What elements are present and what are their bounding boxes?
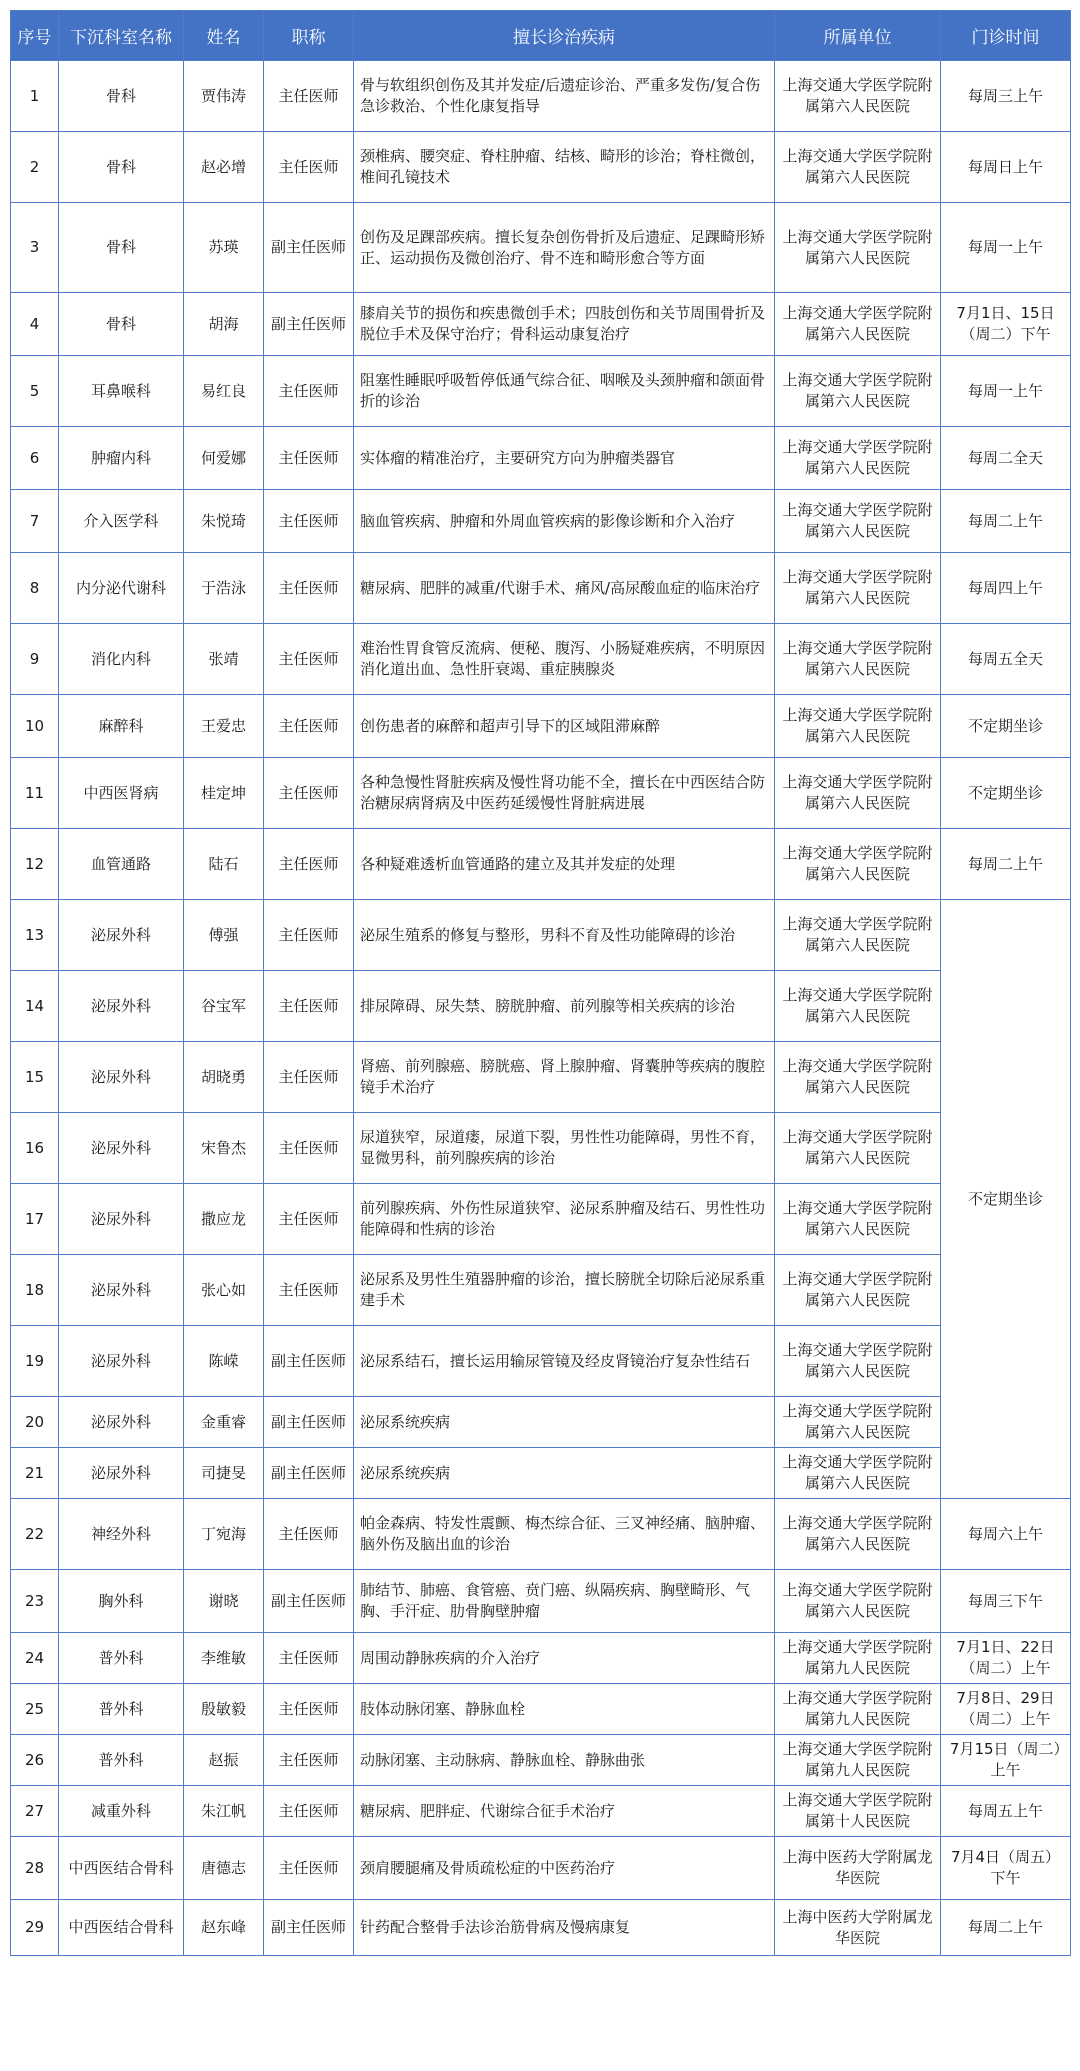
- department-cell: 泌尿外科: [59, 1113, 184, 1184]
- row-number: 22: [11, 1499, 59, 1570]
- row-number: 6: [11, 427, 59, 490]
- specialty-cell: 骨与软组织创伤及其并发症/后遗症诊治、严重多发伤/复合伤急诊救治、个性化康复指导: [354, 61, 775, 132]
- hospital-cell: 上海交通大学医学院附属第六人民医院: [775, 356, 941, 427]
- hospital-cell: 上海交通大学医学院附属第六人民医院: [775, 553, 941, 624]
- job-title-cell: 主任医师: [264, 1184, 354, 1255]
- table-row: [11, 1448, 1071, 1499]
- table-row: [11, 1113, 1071, 1184]
- table-row: [11, 1255, 1071, 1326]
- hospital-cell: 上海交通大学医学院附属第六人民医院: [775, 1042, 941, 1113]
- job-title-cell: 主任医师: [264, 490, 354, 553]
- job-title-cell: 主任医师: [264, 1042, 354, 1113]
- table-row: [11, 758, 1071, 829]
- clinic-time-cell: 7月1日、22日（周二）上午: [941, 1633, 1071, 1684]
- table-row: [11, 490, 1071, 553]
- doctor-name-cell: 贾伟涛: [184, 61, 264, 132]
- job-title-cell: 副主任医师: [264, 1900, 354, 1956]
- hospital-cell: 上海交通大学医学院附属第六人民医院: [775, 61, 941, 132]
- clinic-time-cell: 每周一上午: [941, 203, 1071, 293]
- table-row: [11, 132, 1071, 203]
- row-number: 12: [11, 829, 59, 900]
- doctor-name-cell: 谷宝军: [184, 971, 264, 1042]
- table-row: [11, 829, 1071, 900]
- row-number: 1: [11, 61, 59, 132]
- doctor-table: [10, 10, 1071, 1956]
- row-number: 11: [11, 758, 59, 829]
- doctor-name-cell: 于浩泳: [184, 553, 264, 624]
- job-title-cell: 主任医师: [264, 758, 354, 829]
- hospital-cell: 上海交通大学医学院附属第六人民医院: [775, 1184, 941, 1255]
- department-cell: 普外科: [59, 1684, 184, 1735]
- clinic-time-cell: 每周五全天: [941, 624, 1071, 695]
- clinic-time-cell: 每周二全天: [941, 427, 1071, 490]
- department-cell: 血管通路: [59, 829, 184, 900]
- table-row: [11, 1184, 1071, 1255]
- specialty-cell: 泌尿生殖系的修复与整形，男科不育及性功能障碍的诊治: [354, 900, 775, 971]
- row-number: 10: [11, 695, 59, 758]
- table-row: [11, 1684, 1071, 1735]
- specialty-cell: 肢体动脉闭塞、静脉血栓: [354, 1684, 775, 1735]
- department-cell: 普外科: [59, 1633, 184, 1684]
- row-number: 29: [11, 1900, 59, 1956]
- department-cell: 骨科: [59, 293, 184, 356]
- job-title-cell: 主任医师: [264, 1633, 354, 1684]
- table-row: [11, 1786, 1071, 1837]
- table-row: [11, 1326, 1071, 1397]
- doctor-name-cell: 撒应龙: [184, 1184, 264, 1255]
- department-cell: 泌尿外科: [59, 1184, 184, 1255]
- clinic-time-cell: 每周二上午: [941, 1900, 1071, 1956]
- doctor-name-cell: 赵东峰: [184, 1900, 264, 1956]
- header-title: 职称: [264, 11, 354, 61]
- specialty-cell: 脑血管疾病、肿瘤和外周血管疾病的影像诊断和介入治疗: [354, 490, 775, 553]
- row-number: 20: [11, 1397, 59, 1448]
- table-row: [11, 1900, 1071, 1956]
- row-number: 2: [11, 132, 59, 203]
- department-cell: 胸外科: [59, 1570, 184, 1633]
- hospital-cell: 上海交通大学医学院附属第六人民医院: [775, 1397, 941, 1448]
- table-row: [11, 900, 1071, 971]
- specialty-cell: 肾癌、前列腺癌、膀胱癌、肾上腺肿瘤、肾囊肿等疾病的腹腔镜手术治疗: [354, 1042, 775, 1113]
- specialty-cell: 难治性胃食管反流病、便秘、腹泻、小肠疑难疾病，不明原因消化道出血、急性肝衰竭、重症胰腺炎: [354, 624, 775, 695]
- table-row: [11, 203, 1071, 293]
- job-title-cell: 主任医师: [264, 553, 354, 624]
- table-row: [11, 427, 1071, 490]
- doctor-name-cell: 陆石: [184, 829, 264, 900]
- department-cell: 泌尿外科: [59, 1448, 184, 1499]
- table-row: [11, 553, 1071, 624]
- hospital-cell: 上海交通大学医学院附属第六人民医院: [775, 490, 941, 553]
- doctor-name-cell: 宋鲁杰: [184, 1113, 264, 1184]
- specialty-cell: 肺结节、肺癌、食管癌、贲门癌、纵隔疾病、胸壁畸形、气胸、手汗症、肋骨胸壁肿瘤: [354, 1570, 775, 1633]
- table-row: [11, 293, 1071, 356]
- department-cell: 麻醉科: [59, 695, 184, 758]
- hospital-cell: 上海交通大学医学院附属第六人民医院: [775, 829, 941, 900]
- job-title-cell: 主任医师: [264, 61, 354, 132]
- department-cell: 骨科: [59, 61, 184, 132]
- doctor-name-cell: 何爱娜: [184, 427, 264, 490]
- department-cell: 骨科: [59, 132, 184, 203]
- department-cell: 泌尿外科: [59, 900, 184, 971]
- department-cell: 内分泌代谢科: [59, 553, 184, 624]
- hospital-cell: 上海交通大学医学院附属第六人民医院: [775, 1113, 941, 1184]
- job-title-cell: 主任医师: [264, 695, 354, 758]
- table-row: [11, 1735, 1071, 1786]
- hospital-cell: 上海交通大学医学院附属第十人民医院: [775, 1786, 941, 1837]
- doctor-name-cell: 易红良: [184, 356, 264, 427]
- specialty-cell: 泌尿系结石，擅长运用输尿管镜及经皮肾镜治疗复杂性结石: [354, 1326, 775, 1397]
- hospital-cell: 上海交通大学医学院附属第六人民医院: [775, 1499, 941, 1570]
- table-row: [11, 1837, 1071, 1900]
- row-number: 15: [11, 1042, 59, 1113]
- hospital-cell: 上海交通大学医学院附属第六人民医院: [775, 1326, 941, 1397]
- merged-time-cell: 不定期坐诊: [941, 900, 1071, 1499]
- clinic-time-cell: 7月1日、15日（周二）下午: [941, 293, 1071, 356]
- specialty-cell: 颈椎病、腰突症、脊柱肿瘤、结核、畸形的诊治；脊柱微创，椎间孔镜技术: [354, 132, 775, 203]
- row-number: 24: [11, 1633, 59, 1684]
- clinic-time-cell: 不定期坐诊: [941, 695, 1071, 758]
- job-title-cell: 主任医师: [264, 1735, 354, 1786]
- hospital-cell: 上海交通大学医学院附属第六人民医院: [775, 1570, 941, 1633]
- doctor-name-cell: 胡晓勇: [184, 1042, 264, 1113]
- specialty-cell: 帕金森病、特发性震颤、梅杰综合征、三叉神经痛、脑肿瘤、脑外伤及脑出血的诊治: [354, 1499, 775, 1570]
- row-number: 4: [11, 293, 59, 356]
- clinic-time-cell: 每周二上午: [941, 829, 1071, 900]
- job-title-cell: 主任医师: [264, 356, 354, 427]
- department-cell: 中西医肾病: [59, 758, 184, 829]
- hospital-cell: 上海交通大学医学院附属第六人民医院: [775, 695, 941, 758]
- job-title-cell: 主任医师: [264, 829, 354, 900]
- specialty-cell: 创伤患者的麻醉和超声引导下的区域阻滞麻醉: [354, 695, 775, 758]
- hospital-cell: 上海交通大学医学院附属第九人民医院: [775, 1633, 941, 1684]
- doctor-name-cell: 王爱忠: [184, 695, 264, 758]
- row-number: 9: [11, 624, 59, 695]
- clinic-time-cell: 每周五上午: [941, 1786, 1071, 1837]
- specialty-cell: 糖尿病、肥胖的减重/代谢手术、痛风/高尿酸血症的临床治疗: [354, 553, 775, 624]
- row-number: 23: [11, 1570, 59, 1633]
- doctor-name-cell: 桂定坤: [184, 758, 264, 829]
- job-title-cell: 主任医师: [264, 1255, 354, 1326]
- hospital-cell: 上海交通大学医学院附属第九人民医院: [775, 1684, 941, 1735]
- job-title-cell: 主任医师: [264, 1684, 354, 1735]
- department-cell: 肿瘤内科: [59, 427, 184, 490]
- clinic-time-cell: 7月8日、29日（周二）上午: [941, 1684, 1071, 1735]
- table-row: [11, 1397, 1071, 1448]
- job-title-cell: 主任医师: [264, 1786, 354, 1837]
- doctor-name-cell: 陈嵘: [184, 1326, 264, 1397]
- specialty-cell: 动脉闭塞、主动脉病、静脉血栓、静脉曲张: [354, 1735, 775, 1786]
- clinic-time-cell: 每周三下午: [941, 1570, 1071, 1633]
- doctor-name-cell: 李维敏: [184, 1633, 264, 1684]
- hospital-cell: 上海交通大学医学院附属第六人民医院: [775, 624, 941, 695]
- clinic-time-cell: 不定期坐诊: [941, 758, 1071, 829]
- doctor-name-cell: 谢晓: [184, 1570, 264, 1633]
- job-title-cell: 副主任医师: [264, 1326, 354, 1397]
- doctor-name-cell: 唐德志: [184, 1837, 264, 1900]
- hospital-cell: 上海交通大学医学院附属第六人民医院: [775, 1448, 941, 1499]
- clinic-time-cell: 7月15日（周二）上午: [941, 1735, 1071, 1786]
- row-number: 7: [11, 490, 59, 553]
- job-title-cell: 副主任医师: [264, 203, 354, 293]
- specialty-cell: 各种急慢性肾脏疾病及慢性肾功能不全，擅长在中西医结合防治糖尿病肾病及中医药延缓慢性肾脏病进展: [354, 758, 775, 829]
- department-cell: 泌尿外科: [59, 1255, 184, 1326]
- row-number: 13: [11, 900, 59, 971]
- specialty-cell: 阻塞性睡眠呼吸暂停低通气综合征、咽喉及头颈肿瘤和颌面骨折的诊治: [354, 356, 775, 427]
- table-row: [11, 1633, 1071, 1684]
- specialty-cell: 泌尿系及男性生殖器肿瘤的诊治，擅长膀胱全切除后泌尿系重建手术: [354, 1255, 775, 1326]
- header-row: [11, 11, 1071, 61]
- job-title-cell: 主任医师: [264, 1113, 354, 1184]
- doctor-name-cell: 朱江帆: [184, 1786, 264, 1837]
- doctor-name-cell: 朱悦琦: [184, 490, 264, 553]
- header-name: 姓名: [184, 11, 264, 61]
- row-number: 21: [11, 1448, 59, 1499]
- doctor-name-cell: 张靖: [184, 624, 264, 695]
- hospital-cell: 上海中医药大学附属龙华医院: [775, 1900, 941, 1956]
- row-number: 3: [11, 203, 59, 293]
- specialty-cell: 排尿障碍、尿失禁、膀胱肿瘤、前列腺等相关疾病的诊治: [354, 971, 775, 1042]
- table-row: [11, 1570, 1071, 1633]
- doctor-name-cell: 苏瑛: [184, 203, 264, 293]
- hospital-cell: 上海交通大学医学院附属第六人民医院: [775, 758, 941, 829]
- job-title-cell: 主任医师: [264, 132, 354, 203]
- doctor-name-cell: 殷敏毅: [184, 1684, 264, 1735]
- clinic-time-cell: 每周三上午: [941, 61, 1071, 132]
- job-title-cell: 副主任医师: [264, 293, 354, 356]
- department-cell: 普外科: [59, 1735, 184, 1786]
- department-cell: 耳鼻喉科: [59, 356, 184, 427]
- specialty-cell: 尿道狭窄，尿道瘘，尿道下裂，男性性功能障碍，男性不育，显微男科，前列腺疾病的诊治: [354, 1113, 775, 1184]
- clinic-time-cell: 每周一上午: [941, 356, 1071, 427]
- clinic-time-cell: 每周四上午: [941, 553, 1071, 624]
- table-row: [11, 971, 1071, 1042]
- header-time: 门诊时间: [941, 11, 1071, 61]
- header-unit: 所属单位: [775, 11, 941, 61]
- department-cell: 泌尿外科: [59, 1042, 184, 1113]
- specialty-cell: 针药配合整骨手法诊治筋骨病及慢病康复: [354, 1900, 775, 1956]
- department-cell: 减重外科: [59, 1786, 184, 1837]
- hospital-cell: 上海交通大学医学院附属第六人民医院: [775, 971, 941, 1042]
- doctor-name-cell: 司捷旻: [184, 1448, 264, 1499]
- doctor-name-cell: 胡海: [184, 293, 264, 356]
- hospital-cell: 上海交通大学医学院附属第六人民医院: [775, 900, 941, 971]
- row-number: 25: [11, 1684, 59, 1735]
- department-cell: 神经外科: [59, 1499, 184, 1570]
- row-number: 5: [11, 356, 59, 427]
- doctor-name-cell: 赵必增: [184, 132, 264, 203]
- clinic-time-cell: 7月4日（周五）下午: [941, 1837, 1071, 1900]
- row-number: 18: [11, 1255, 59, 1326]
- clinic-time-cell: 每周日上午: [941, 132, 1071, 203]
- doctor-name-cell: 丁宛海: [184, 1499, 264, 1570]
- hospital-cell: 上海交通大学医学院附属第六人民医院: [775, 1255, 941, 1326]
- header-disease: 擅长诊治疾病: [354, 11, 775, 61]
- job-title-cell: 副主任医师: [264, 1448, 354, 1499]
- table-row: [11, 624, 1071, 695]
- doctor-name-cell: 赵振: [184, 1735, 264, 1786]
- department-cell: 骨科: [59, 203, 184, 293]
- row-number: 8: [11, 553, 59, 624]
- doctor-name-cell: 傅强: [184, 900, 264, 971]
- specialty-cell: 前列腺疾病、外伤性尿道狭窄、泌尿系肿瘤及结石、男性性功能障碍和性病的诊治: [354, 1184, 775, 1255]
- doctor-name-cell: 金重睿: [184, 1397, 264, 1448]
- specialty-cell: 实体瘤的精准治疗，主要研究方向为肿瘤类器官: [354, 427, 775, 490]
- table-row: [11, 1499, 1071, 1570]
- job-title-cell: 主任医师: [264, 900, 354, 971]
- table-row: [11, 695, 1071, 758]
- department-cell: 中西医结合骨科: [59, 1900, 184, 1956]
- hospital-cell: 上海交通大学医学院附属第六人民医院: [775, 427, 941, 490]
- department-cell: 泌尿外科: [59, 1326, 184, 1397]
- row-number: 26: [11, 1735, 59, 1786]
- job-title-cell: 副主任医师: [264, 1570, 354, 1633]
- hospital-cell: 上海交通大学医学院附属第六人民医院: [775, 203, 941, 293]
- row-number: 14: [11, 971, 59, 1042]
- row-number: 28: [11, 1837, 59, 1900]
- specialty-cell: 创伤及足踝部疾病。擅长复杂创伤骨折及后遗症、足踝畸形矫正、运动损伤及微创治疗、骨不连和畸形愈合等方面: [354, 203, 775, 293]
- row-number: 17: [11, 1184, 59, 1255]
- hospital-cell: 上海中医药大学附属龙华医院: [775, 1837, 941, 1900]
- doctor-name-cell: 张心如: [184, 1255, 264, 1326]
- department-cell: 消化内科: [59, 624, 184, 695]
- job-title-cell: 副主任医师: [264, 1397, 354, 1448]
- hospital-cell: 上海交通大学医学院附属第九人民医院: [775, 1735, 941, 1786]
- specialty-cell: 糖尿病、肥胖症、代谢综合征手术治疗: [354, 1786, 775, 1837]
- row-number: 27: [11, 1786, 59, 1837]
- specialty-cell: 周围动静脉疾病的介入治疗: [354, 1633, 775, 1684]
- job-title-cell: 主任医师: [264, 1837, 354, 1900]
- clinic-schedule: [10, 10, 1070, 1956]
- header-no: 序号: [11, 11, 59, 61]
- specialty-cell: 泌尿系统疾病: [354, 1397, 775, 1448]
- specialty-cell: 颈肩腰腿痛及骨质疏松症的中医药治疗: [354, 1837, 775, 1900]
- row-number: 16: [11, 1113, 59, 1184]
- department-cell: 中西医结合骨科: [59, 1837, 184, 1900]
- specialty-cell: 膝肩关节的损伤和疾患微创手术；四肢创伤和关节周围骨折及脱位手术及保守治疗；骨科运动康复治疗: [354, 293, 775, 356]
- specialty-cell: 各种疑难透析血管通路的建立及其并发症的处理: [354, 829, 775, 900]
- table-row: [11, 1042, 1071, 1113]
- header-dept: 下沉科室名称: [59, 11, 184, 61]
- department-cell: 泌尿外科: [59, 971, 184, 1042]
- department-cell: 介入医学科: [59, 490, 184, 553]
- job-title-cell: 主任医师: [264, 427, 354, 490]
- clinic-time-cell: 每周二上午: [941, 490, 1071, 553]
- hospital-cell: 上海交通大学医学院附属第六人民医院: [775, 293, 941, 356]
- table-row: [11, 356, 1071, 427]
- row-number: 19: [11, 1326, 59, 1397]
- table-row: [11, 61, 1071, 132]
- clinic-time-cell: 每周六上午: [941, 1499, 1071, 1570]
- job-title-cell: 主任医师: [264, 624, 354, 695]
- job-title-cell: 主任医师: [264, 1499, 354, 1570]
- department-cell: 泌尿外科: [59, 1397, 184, 1448]
- hospital-cell: 上海交通大学医学院附属第六人民医院: [775, 132, 941, 203]
- job-title-cell: 主任医师: [264, 971, 354, 1042]
- specialty-cell: 泌尿系统疾病: [354, 1448, 775, 1499]
